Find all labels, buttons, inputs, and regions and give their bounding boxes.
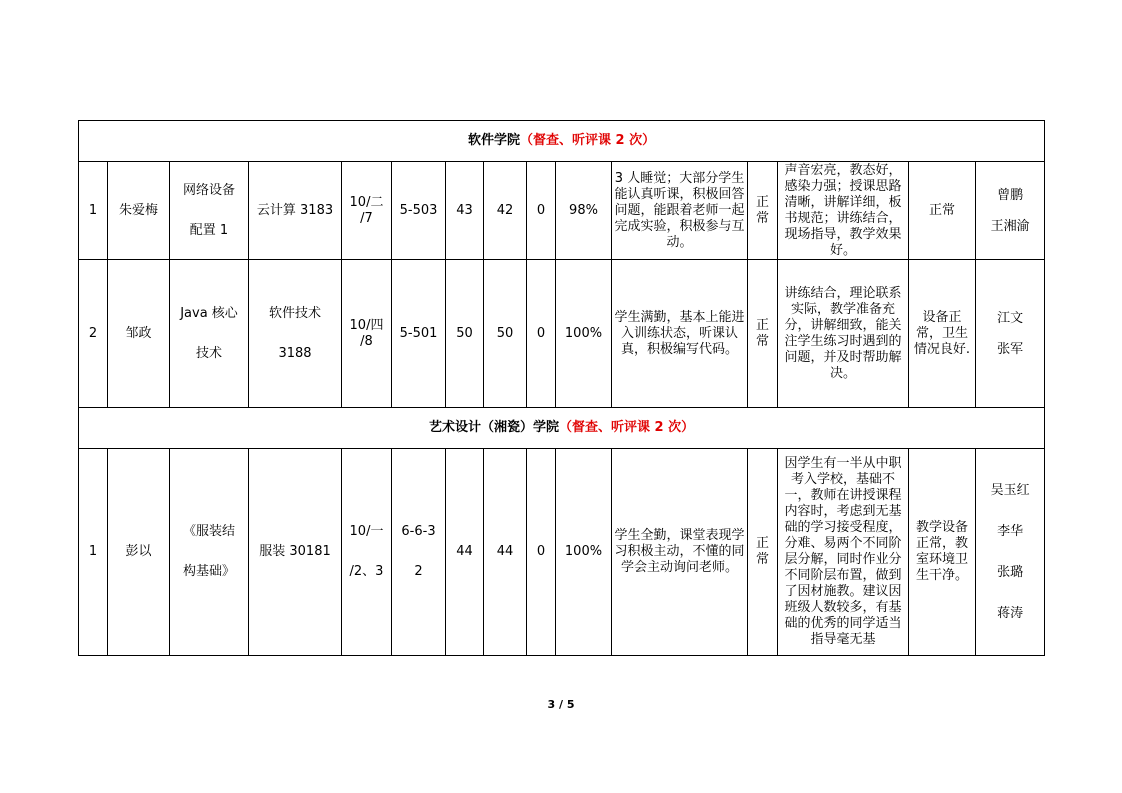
teacher-name: 彭以	[108, 449, 170, 656]
attendance-rate: 98%	[556, 162, 612, 260]
table-row	[79, 449, 1045, 656]
inspectors: 江文 张军	[976, 260, 1045, 408]
present-count: 42	[484, 162, 527, 260]
teaching-evaluation: 讲练结合，理论联系实际，教学准备充分，讲解细致，能关注学生练习时遇到的问题，并及时帮助解决。	[778, 260, 909, 408]
class-date: 10/一 /2、3	[342, 449, 392, 656]
absent-count: 0	[527, 449, 556, 656]
section-name: 软件学院	[468, 133, 521, 148]
section-note: （督查、听评课 2 次）	[559, 420, 695, 435]
class-order: 正常	[748, 162, 778, 260]
student-status: 3 人睡觉；大部分学生能认真听课，积极回答问题，能跟着老师一起完成实验，积极参与互动。	[612, 162, 748, 260]
class-name: 云计算 3183	[249, 162, 342, 260]
present-count: 44	[484, 449, 527, 656]
teaching-evaluation: 声音宏亮，教态好，感染力强；授课思路清晰，讲解详细，板书规范；讲练结合，现场指导，教学效果好。	[778, 162, 909, 260]
table-row	[79, 260, 1045, 408]
section-header-row	[79, 408, 1045, 449]
teacher-name: 朱爱梅	[108, 162, 170, 260]
section-note: （督查、听评课 2 次）	[520, 133, 656, 148]
inspection-table	[78, 120, 1045, 656]
class-date: 10/二 /7	[342, 162, 392, 260]
facility-status: 设备正常，卫生情况良好.	[909, 260, 976, 408]
class-name: 软件技术 3188	[249, 260, 342, 408]
attendance-rate: 100%	[556, 449, 612, 656]
enrolled-count: 44	[446, 449, 484, 656]
section-name: 艺术设计（湘瓷）学院	[429, 420, 560, 435]
present-count: 50	[484, 260, 527, 408]
section-header-row	[79, 121, 1045, 162]
student-status: 学生满勤，基本上能进入训练状态，听课认真，积极编写代码。	[612, 260, 748, 408]
course-name: 网络设备 配置 1	[170, 162, 249, 260]
table-row	[79, 162, 1045, 260]
classroom: 5-501	[392, 260, 446, 408]
section-title	[79, 408, 1045, 449]
absent-count: 0	[527, 162, 556, 260]
row-number: 2	[79, 260, 108, 408]
classroom: 6-6-3 2	[392, 449, 446, 656]
inspectors: 吴玉红 李华 张璐 蒋涛	[976, 449, 1045, 656]
class-date: 10/四 /8	[342, 260, 392, 408]
section-title	[79, 121, 1045, 162]
course-name: Java 核心 技术	[170, 260, 249, 408]
student-status: 学生全勤，课堂表现学习积极主动，不懂的同学会主动询问老师。	[612, 449, 748, 656]
row-number: 1	[79, 162, 108, 260]
absent-count: 0	[527, 260, 556, 408]
inspectors: 曾鹏 王湘渝	[976, 162, 1045, 260]
attendance-rate: 100%	[556, 260, 612, 408]
course-name: 《服装结 构基础》	[170, 449, 249, 656]
facility-status: 教学设备正常，教室环境卫生干净。	[909, 449, 976, 656]
enrolled-count: 50	[446, 260, 484, 408]
class-order: 正常	[748, 449, 778, 656]
class-order: 正常	[748, 260, 778, 408]
teaching-evaluation: 因学生有一半从中职考入学校，基础不一，教师在讲授课程内容时，考虑到无基础的学习接受程度，分难、易两个不同阶层分解，同时作业分不同阶层布置，做到了因材施教。建议因班级人数较多，有基础的优秀的同学适当指导毫无基	[778, 449, 909, 656]
row-number: 1	[79, 449, 108, 656]
classroom: 5-503	[392, 162, 446, 260]
facility-status: 正常	[909, 162, 976, 260]
teacher-name: 邹政	[108, 260, 170, 408]
class-name: 服装 30181	[249, 449, 342, 656]
enrolled-count: 43	[446, 162, 484, 260]
page-number: 3 / 5	[547, 698, 575, 711]
